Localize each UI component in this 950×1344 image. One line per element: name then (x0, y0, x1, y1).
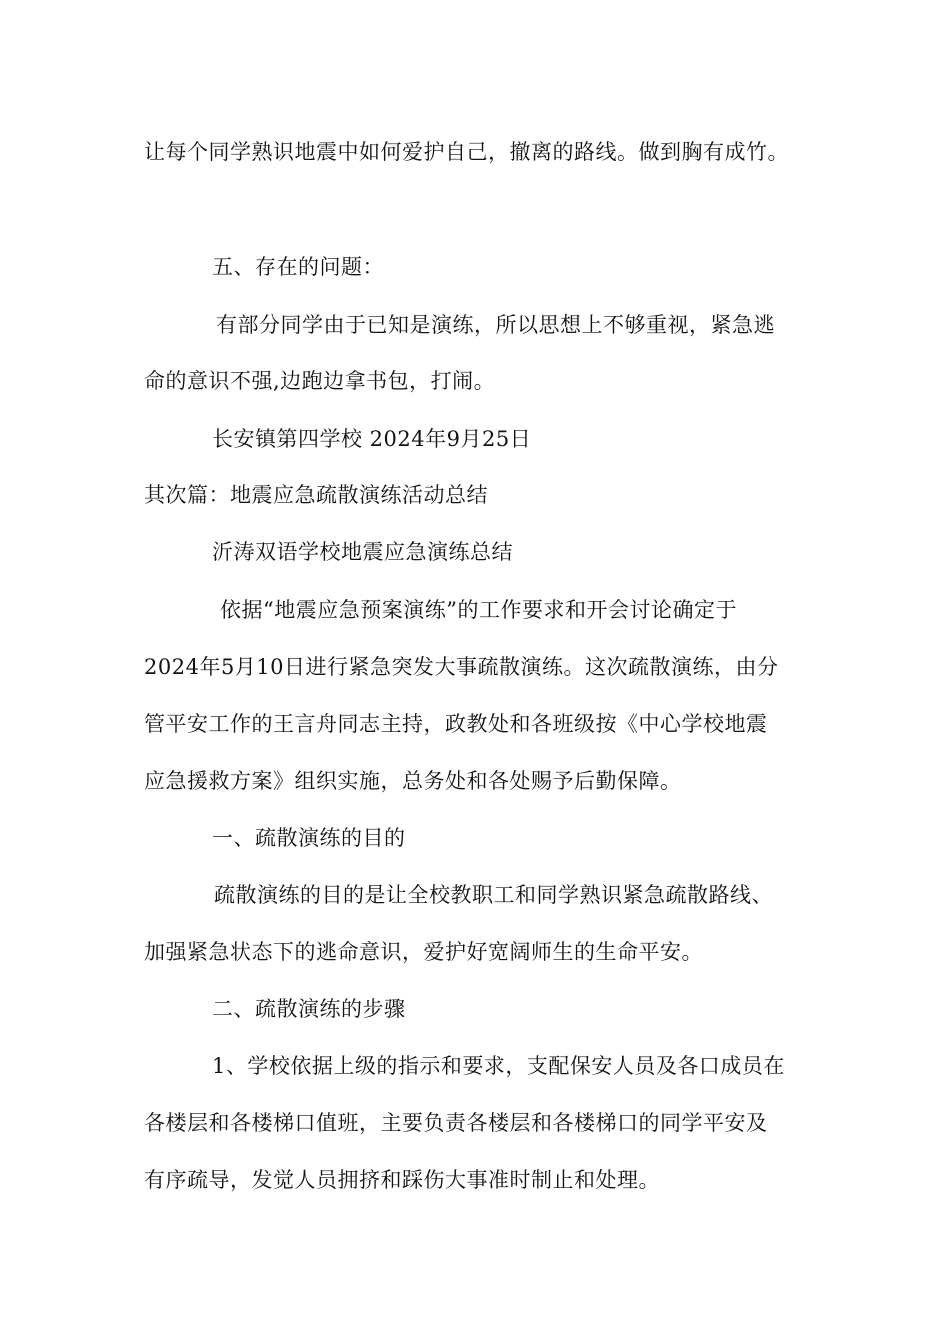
body-text-line: 1、学校依据上级的指示和要求，支配保安人员及各口成员在 (212, 1054, 785, 1078)
body-text-line: 应急援救方案》组织实施，总务处和各处赐予后勤保障。 (144, 769, 682, 793)
body-text-line: 各楼层和各楼梯口值班，主要负责各楼层和各楼梯口的同学平安及 (144, 1111, 768, 1135)
body-text-line: 有部分同学由于已知是演练，所以思想上不够重视，紧急逃 (216, 313, 775, 337)
section-heading: 五、存在的问题： (212, 255, 384, 279)
body-text-line: 让每个同学熟识地震中如何爱护自己，撤离的路线。做到胸有成竹。 (144, 140, 789, 164)
body-text-line: 命的意识不强,边跑边拿书包，打闹。 (144, 369, 496, 393)
body-text-line: 2024年5月10日进行紧急突发大事疏散演练。这次疏散演练，由分 (144, 655, 779, 679)
body-text-line: 加强紧急状态下的逃命意识，爱护好宽阔师生的生命平安。 (144, 940, 703, 964)
signature-date: 长安镇第四学校 2024年9月25日 (212, 427, 532, 451)
part-title: 其次篇：地震应急疏散演练活动总结 (144, 483, 488, 507)
section-heading: 二、疏散演练的步骤 (212, 997, 406, 1021)
body-text-line: 管平安工作的王言舟同志主持，政教处和各班级按《中心学校地震 (144, 712, 768, 736)
body-text-line: 有序疏导，发觉人员拥挤和踩伤大事准时制止和处理。 (144, 1168, 660, 1192)
section-heading: 一、疏散演练的目的 (212, 826, 406, 850)
body-text-line: 疏散演练的目的是让全校教职工和同学熟识紧急疏散路线、 (214, 883, 773, 907)
body-text-line: 依据“地震应急预案演练”的工作要求和开会讨论确定于 (220, 598, 737, 622)
document-title: 沂涛双语学校地震应急演练总结 (212, 540, 513, 564)
